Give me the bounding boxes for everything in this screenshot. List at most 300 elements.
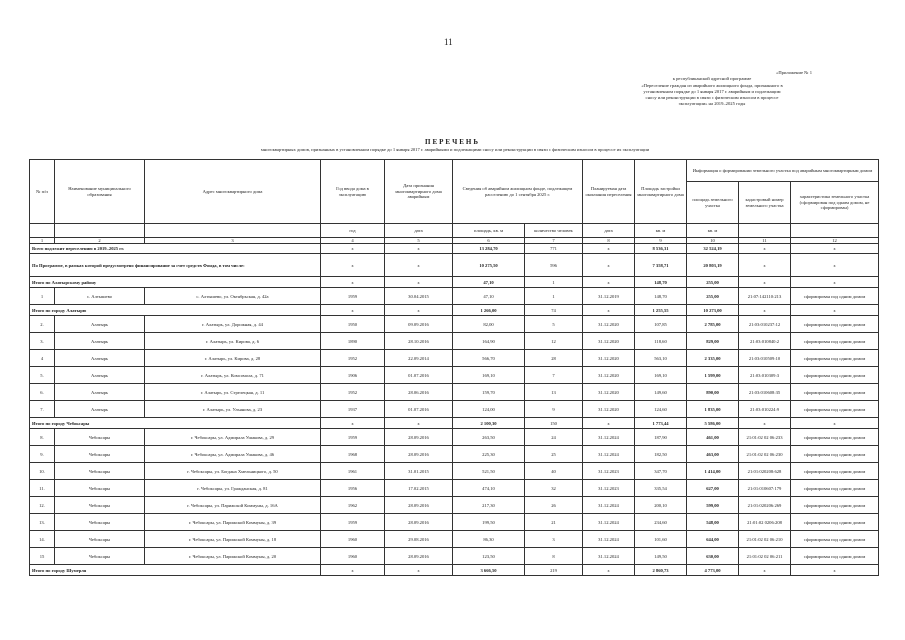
date-cell: 01.07.2016 <box>385 367 453 384</box>
area-cell: 82,00 <box>453 316 525 333</box>
land-area-cell: 829,00 <box>687 333 739 350</box>
group-total-row <box>30 305 879 316</box>
people-cell: 7 <box>525 367 583 384</box>
unit-cell <box>791 224 879 238</box>
year-cell: 1968 <box>321 446 385 463</box>
appendix-note <box>612 70 812 108</box>
plan-date-cell: 31.12.2020 <box>583 333 635 350</box>
area-cell: 566,70 <box>453 350 525 367</box>
people-cell: 12 <box>525 333 583 350</box>
land-char-cell: сформирован под одним домом <box>791 288 879 305</box>
summary-value: 2 860,73 <box>635 565 687 576</box>
date-cell: 28.10.2016 <box>385 333 453 350</box>
unit-cell <box>30 224 55 238</box>
land-area-cell: 548,00 <box>687 514 739 531</box>
built-area-cell: 563,10 <box>635 350 687 367</box>
summary-value: 10 273,00 <box>687 305 739 316</box>
header-date-emergency: Дата признания многоквартирного дома аварийным <box>385 160 453 224</box>
summary-value: 20 803,19 <box>687 254 739 277</box>
plan-date-cell: 31.12.2024 <box>583 548 635 565</box>
column-number: 4 <box>321 238 385 244</box>
people-cell: 26 <box>525 497 583 514</box>
year-cell: 1959 <box>321 514 385 531</box>
summary-value: 150 <box>525 418 583 429</box>
plan-date-cell: 31.12.2023 <box>583 480 635 497</box>
municipality-cell: Алатырь <box>55 384 145 401</box>
land-char-cell: сформирован под одним домом <box>791 429 879 446</box>
plan-date-cell: 31.12.2020 <box>583 401 635 418</box>
cadastral-cell: 21:01:02 02 06:210 <box>739 531 791 548</box>
land-area-cell: 1 599,00 <box>687 367 739 384</box>
summary-label: Итого по городу Шумерля <box>30 565 321 576</box>
year-cell: 1956 <box>321 480 385 497</box>
land-char-cell: сформирован под одним домом <box>791 350 879 367</box>
summary-value: х <box>321 565 385 576</box>
appendix-line: сносу или реконструкции в связи с физическим износом в процессе <box>645 95 779 101</box>
table-row <box>30 429 879 446</box>
date-cell: 22.09.2014 <box>385 350 453 367</box>
land-char-cell: сформирован под одним домом <box>791 333 879 350</box>
cadastral-cell: 21:03:010509:10 <box>739 350 791 367</box>
table-row <box>30 316 879 333</box>
group-total-row <box>30 418 879 429</box>
plan-date-cell: 31.12.2023 <box>583 463 635 480</box>
land-area-cell: 644,00 <box>687 531 739 548</box>
year-cell: 1890 <box>321 333 385 350</box>
year-cell: 1960 <box>321 531 385 548</box>
land-area-cell: 599,00 <box>687 497 739 514</box>
appendix-line: эксплуатации» на 2019–2025 годы <box>678 101 746 107</box>
land-char-cell: сформирован под одним домом <box>791 316 879 333</box>
year-cell: 1961 <box>321 463 385 480</box>
address-cell: г. Чебоксары, ул. Парижской Коммуны, д. 39 <box>145 514 321 531</box>
plan-date-cell: 31.12.2020 <box>583 384 635 401</box>
summary-value: х <box>583 565 635 576</box>
program-total-row <box>30 254 879 277</box>
date-cell: 31.01.2015 <box>385 463 453 480</box>
unit-cell <box>739 224 791 238</box>
group-total-row <box>30 277 879 288</box>
header-year-built: Год ввода дома в эксплуатацию <box>321 160 385 224</box>
summary-value: х <box>739 254 791 277</box>
appendix-line: установленном порядке до 1 января 2017 г. аварийным и подлежащим <box>643 88 781 94</box>
year-cell: 1952 <box>321 384 385 401</box>
row-number: 15 <box>30 548 55 565</box>
built-area-cell: 187,90 <box>635 429 687 446</box>
cadastral-cell: 21:03:010840:2 <box>739 333 791 350</box>
year-cell: 1962 <box>321 497 385 514</box>
summary-value: х <box>385 254 453 277</box>
people-cell: 3 <box>525 531 583 548</box>
people-cell: 32 <box>525 480 583 497</box>
cadastral-cell: 21:01:02 02 06:233 <box>739 429 791 446</box>
column-number: 11 <box>739 238 791 244</box>
unit-area: площадь, кв. м <box>453 224 525 238</box>
address-cell: г. Чебоксары, ул. Парижской Коммуны, д. 20 <box>145 548 321 565</box>
header-fund-info: Сведения об аварийном жилищном фонде, подлежащем расселению до 1 сентября 2025 г. <box>453 160 583 224</box>
column-number: 8 <box>583 238 635 244</box>
table-row <box>30 548 879 565</box>
table-row <box>30 333 879 350</box>
land-area-cell: 1 835,00 <box>687 401 739 418</box>
built-area-cell: 118,60 <box>635 333 687 350</box>
built-area-cell: 182,50 <box>635 446 687 463</box>
municipality-cell: Чебоксары <box>55 446 145 463</box>
address-cell: г. Чебоксары, ул. Адмирала Ушакова, д. 29 <box>145 429 321 446</box>
cadastral-cell: 21:03:010224:9 <box>739 401 791 418</box>
date-cell: 29.08.2016 <box>385 531 453 548</box>
table-row <box>30 367 879 384</box>
summary-value: х <box>739 277 791 288</box>
table-header <box>30 160 879 244</box>
summary-value: 2 100,30 <box>453 418 525 429</box>
summary-value: х <box>385 244 453 254</box>
table-row <box>30 446 879 463</box>
municipality-cell: Чебоксары <box>55 429 145 446</box>
summary-value: х <box>791 254 879 277</box>
land-area-cell: 463,00 <box>687 446 739 463</box>
table-row <box>30 531 879 548</box>
summary-value: х <box>321 254 385 277</box>
unit-year: год <box>321 224 385 238</box>
area-cell: 474,10 <box>453 480 525 497</box>
summary-value: х <box>321 277 385 288</box>
cadastral-cell: 21:01:020206:269 <box>739 497 791 514</box>
land-area-cell: 2 785,00 <box>687 316 739 333</box>
land-char-cell: сформирован под одним домом <box>791 401 879 418</box>
people-cell: 40 <box>525 463 583 480</box>
column-number: 6 <box>453 238 525 244</box>
people-cell: 25 <box>525 446 583 463</box>
summary-value: х <box>583 244 635 254</box>
date-cell: 28.09.2016 <box>385 514 453 531</box>
summary-value: х <box>739 244 791 254</box>
date-cell: 28.09.2016 <box>385 429 453 446</box>
summary-value: х <box>791 305 879 316</box>
year-cell: 1960 <box>321 548 385 565</box>
appendix-line: «Приложение № 1 <box>776 70 812 75</box>
plan-date-cell: 31.12.2020 <box>583 350 635 367</box>
year-cell: 1959 <box>321 288 385 305</box>
address-cell: г. Чебоксары, ул. Адмирала Ушакова, д. 46 <box>145 446 321 463</box>
summary-value: 32 524,19 <box>687 244 739 254</box>
summary-value: 13 284,70 <box>453 244 525 254</box>
municipality-cell: Алатырь <box>55 350 145 367</box>
summary-value: х <box>385 277 453 288</box>
header-land-area: площадь земельного участка <box>687 182 739 224</box>
table-row <box>30 350 879 367</box>
cadastral-cell: 21:01:02 02 06:230 <box>739 446 791 463</box>
row-number: 1 <box>30 288 55 305</box>
header-address: Адрес многоквартирного дома <box>145 160 321 224</box>
table-row <box>30 384 879 401</box>
plan-date-cell: 31.12.2024 <box>583 531 635 548</box>
land-char-cell: сформирован под одним домом <box>791 384 879 401</box>
summary-value: 1 <box>525 277 583 288</box>
cadastral-cell: 21:01:010607:179 <box>739 480 791 497</box>
header-cadastral: кадастровый номер земельного участка <box>739 182 791 224</box>
table-body <box>30 244 879 576</box>
municipality-cell: Алатырь <box>55 401 145 418</box>
plan-date-cell: 31.12.2019 <box>583 288 635 305</box>
date-cell: 28.09.2016 <box>385 548 453 565</box>
people-cell: 24 <box>525 429 583 446</box>
summary-value: 8 536,31 <box>635 244 687 254</box>
header-municipality: Наименование муниципального образования <box>55 160 145 224</box>
summary-value: х <box>583 277 635 288</box>
land-area-cell: 890,00 <box>687 384 739 401</box>
summary-label: Всего подлежит переселению в 2019–2025 гг. <box>30 244 321 254</box>
summary-value: х <box>583 305 635 316</box>
address-cell: г. Чебоксары, ул. Парижской Коммуны, д. 16А <box>145 497 321 514</box>
summary-value: 4 773,00 <box>687 565 739 576</box>
date-cell: 30.04.2015 <box>385 288 453 305</box>
table-row <box>30 401 879 418</box>
date-cell: 01.07.2016 <box>385 401 453 418</box>
municipality-cell: Чебоксары <box>55 548 145 565</box>
date-cell: 17.02.2015 <box>385 480 453 497</box>
area-cell: 123,50 <box>453 548 525 565</box>
header-planned-date: Планируемая дата окончания переселения <box>583 160 635 224</box>
municipality-cell: Алатырь <box>55 367 145 384</box>
date-cell: 28.06.2016 <box>385 384 453 401</box>
row-number: 12. <box>30 497 55 514</box>
address-cell: г. Алатырь, ул. Дорожная, д. 44 <box>145 316 321 333</box>
unit-date: дата <box>385 224 453 238</box>
summary-value: 5 586,00 <box>687 418 739 429</box>
row-number: 6. <box>30 384 55 401</box>
land-char-cell: сформирован под одним домом <box>791 480 879 497</box>
area-cell: 263,50 <box>453 429 525 446</box>
column-number: 7 <box>525 238 583 244</box>
housing-register-table <box>29 159 879 576</box>
plan-date-cell: 31.12.2024 <box>583 514 635 531</box>
row-number: 7. <box>30 401 55 418</box>
summary-value: 219 <box>525 565 583 576</box>
summary-value: х <box>385 565 453 576</box>
area-cell: 86,30 <box>453 531 525 548</box>
municipality-cell: Чебоксары <box>55 531 145 548</box>
summary-value: 255,00 <box>687 277 739 288</box>
column-number: 2 <box>55 238 145 244</box>
built-area-cell: 169,10 <box>635 367 687 384</box>
built-area-cell: 335,54 <box>635 480 687 497</box>
land-area-cell: 255,00 <box>687 288 739 305</box>
cadastral-cell: 21:01:02 02 06:211 <box>739 548 791 565</box>
summary-value: 771 <box>525 244 583 254</box>
unit-people: количество человек <box>525 224 583 238</box>
land-area-cell: 461,00 <box>687 429 739 446</box>
address-cell: г. Чебоксары, ул. Парижской Коммуны, д. 18 <box>145 531 321 548</box>
date-cell: 28.09.2016 <box>385 446 453 463</box>
summary-value: 1 255,55 <box>635 305 687 316</box>
row-number: 3. <box>30 333 55 350</box>
date-cell: 09.09.2016 <box>385 316 453 333</box>
address-cell: с. Алтышево, ул. Октябрьская, д. 42а <box>145 288 321 305</box>
cadastral-cell: 21:03:010309:3 <box>739 367 791 384</box>
municipality-cell: Алатырь <box>55 333 145 350</box>
area-cell: 159,70 <box>453 384 525 401</box>
summary-value: 3 666,50 <box>453 565 525 576</box>
plan-date-cell: 31.12.2020 <box>583 316 635 333</box>
address-cell: г. Алатырь, ул. Ульянова, д. 23 <box>145 401 321 418</box>
table-row <box>30 497 879 514</box>
row-number: 9. <box>30 446 55 463</box>
appendix-line: «Переселение граждан из аварийного жилищного фонда, признанного в <box>641 82 783 88</box>
header-land-info: Информация о формировании земельного участка под аварийным многоквартирным домом <box>687 160 879 182</box>
land-char-cell: сформирован под одним домом <box>791 367 879 384</box>
land-char-cell: сформирован под одним домом <box>791 463 879 480</box>
column-number: 9 <box>635 238 687 244</box>
address-cell: г. Алатырь, ул. Кирова, д. 28 <box>145 350 321 367</box>
built-area-cell: 200,10 <box>635 497 687 514</box>
row-number: 10. <box>30 463 55 480</box>
area-cell: 164,90 <box>453 333 525 350</box>
municipality-cell: Чебоксары <box>55 514 145 531</box>
summary-value: 1 266,00 <box>453 305 525 316</box>
municipality-cell: с. Алтышево <box>55 288 145 305</box>
document-subtitle: многоквартирных домов, признанных в установленном порядке до 1 января 2017 г. аварийными и подлежащими сносу или реконструкции в связи с физическим износом в процессе их эксплуатации <box>260 147 650 152</box>
summary-value: 10 275,50 <box>453 254 525 277</box>
summary-value: х <box>791 418 879 429</box>
summary-value: 1 773,44 <box>635 418 687 429</box>
summary-label: По Программе, в рамках которой предусмотрено финансирование за счет средств Фонда, в том числе: <box>30 254 321 277</box>
year-cell: 1952 <box>321 350 385 367</box>
summary-value: 74 <box>525 305 583 316</box>
table-row <box>30 480 879 497</box>
year-cell: 1937 <box>321 401 385 418</box>
column-number: 12 <box>791 238 879 244</box>
column-number: 5 <box>385 238 453 244</box>
address-cell: г. Чебоксары, ул. Гражданская, д. 81 <box>145 480 321 497</box>
summary-label: Итого по Алатырскому району <box>30 277 321 288</box>
unit-date: дата <box>583 224 635 238</box>
area-cell: 169,10 <box>453 367 525 384</box>
land-char-cell: сформирован под одним домом <box>791 531 879 548</box>
cadastral-cell: 21:03:010608:35 <box>739 384 791 401</box>
summary-label: Итого по городу Алатырю <box>30 305 321 316</box>
unit-sqm: кв. м <box>687 224 739 238</box>
cadastral-cell: 21:01:02 0206:208 <box>739 514 791 531</box>
document-title: ПЕРЕЧЕНЬ <box>425 138 480 146</box>
summary-value: х <box>321 305 385 316</box>
address-cell: г. Чебоксары, ул. Богдана Хмельницкого, д. 50 <box>145 463 321 480</box>
summary-value: х <box>739 418 791 429</box>
table-row <box>30 288 879 305</box>
row-number: 13. <box>30 514 55 531</box>
summary-value: х <box>739 305 791 316</box>
total-row <box>30 244 879 254</box>
built-area-cell: 149,50 <box>635 548 687 565</box>
area-cell: 521,50 <box>453 463 525 480</box>
table-row <box>30 463 879 480</box>
summary-value: 47,10 <box>453 277 525 288</box>
address-cell: г. Алатырь, ул. Стрелецкая, д. 11 <box>145 384 321 401</box>
municipality-cell: Чебоксары <box>55 497 145 514</box>
summary-value: 148,70 <box>635 277 687 288</box>
cadastral-cell: 21:07:142110:213 <box>739 288 791 305</box>
land-area-cell: 2 335,00 <box>687 350 739 367</box>
land-char-cell: сформирован под одним домом <box>791 514 879 531</box>
summary-value: х <box>791 277 879 288</box>
summary-value: 596 <box>525 254 583 277</box>
municipality-cell: Алатырь <box>55 316 145 333</box>
people-cell: 5 <box>525 316 583 333</box>
address-cell: г. Алатырь, ул. Кирова, д. 6 <box>145 333 321 350</box>
built-area-cell: 124,60 <box>635 401 687 418</box>
year-cell: 1959 <box>321 429 385 446</box>
people-cell: 8 <box>525 548 583 565</box>
land-area-cell: 1 414,00 <box>687 463 739 480</box>
summary-value: х <box>583 418 635 429</box>
unit-cell <box>55 224 145 238</box>
header-land-char: характеристика земельного участка (сформирован под одним домом, не сформирован) <box>791 182 879 224</box>
year-cell: 1906 <box>321 367 385 384</box>
row-number: 8. <box>30 429 55 446</box>
row-number: 4 <box>30 350 55 367</box>
summary-value: х <box>791 565 879 576</box>
people-cell: 9 <box>525 401 583 418</box>
people-cell: 21 <box>525 514 583 531</box>
summary-label: Итого по городу Чебоксары <box>30 418 321 429</box>
table-row <box>30 514 879 531</box>
built-area-cell: 234,60 <box>635 514 687 531</box>
unit-sqm: кв. м <box>635 224 687 238</box>
plan-date-cell: 31.12.2024 <box>583 429 635 446</box>
summary-value: х <box>583 254 635 277</box>
people-cell: 13 <box>525 384 583 401</box>
column-number: 10 <box>687 238 739 244</box>
header-built-area: Площадь застройки многоквартирного дома <box>635 160 687 224</box>
summary-value: х <box>321 244 385 254</box>
land-char-cell: сформирован под одним домом <box>791 548 879 565</box>
summary-value: х <box>385 305 453 316</box>
land-area-cell: 630,00 <box>687 548 739 565</box>
date-cell: 28.09.2016 <box>385 497 453 514</box>
area-cell: 199,50 <box>453 514 525 531</box>
plan-date-cell: 31.12.2024 <box>583 497 635 514</box>
address-cell: г. Алатырь, ул. Комсомола, д. 71 <box>145 367 321 384</box>
page-number: 11 <box>444 37 453 47</box>
land-char-cell: сформирован под одним домом <box>791 497 879 514</box>
built-area-cell: 101,60 <box>635 531 687 548</box>
summary-value: х <box>739 565 791 576</box>
people-cell: 28 <box>525 350 583 367</box>
land-area-cell: 627,00 <box>687 480 739 497</box>
plan-date-cell: 31.12.2020 <box>583 367 635 384</box>
area-cell: 47,10 <box>453 288 525 305</box>
cadastral-cell: 21:01:020208:628 <box>739 463 791 480</box>
year-cell: 1950 <box>321 316 385 333</box>
summary-value: 7 358,71 <box>635 254 687 277</box>
summary-value: х <box>791 244 879 254</box>
column-number: 1 <box>30 238 55 244</box>
plan-date-cell: 31.12.2024 <box>583 446 635 463</box>
area-cell: 217,30 <box>453 497 525 514</box>
unit-cell <box>145 224 321 238</box>
area-cell: 225,30 <box>453 446 525 463</box>
row-number: 11. <box>30 480 55 497</box>
land-char-cell: сформирован под одним домом <box>791 446 879 463</box>
final-total-row <box>30 565 879 576</box>
row-number: 2. <box>30 316 55 333</box>
municipality-cell: Чебоксары <box>55 463 145 480</box>
people-cell: 1 <box>525 288 583 305</box>
row-number: 5. <box>30 367 55 384</box>
column-number: 3 <box>145 238 321 244</box>
built-area-cell: 107,85 <box>635 316 687 333</box>
built-area-cell: 149,60 <box>635 384 687 401</box>
